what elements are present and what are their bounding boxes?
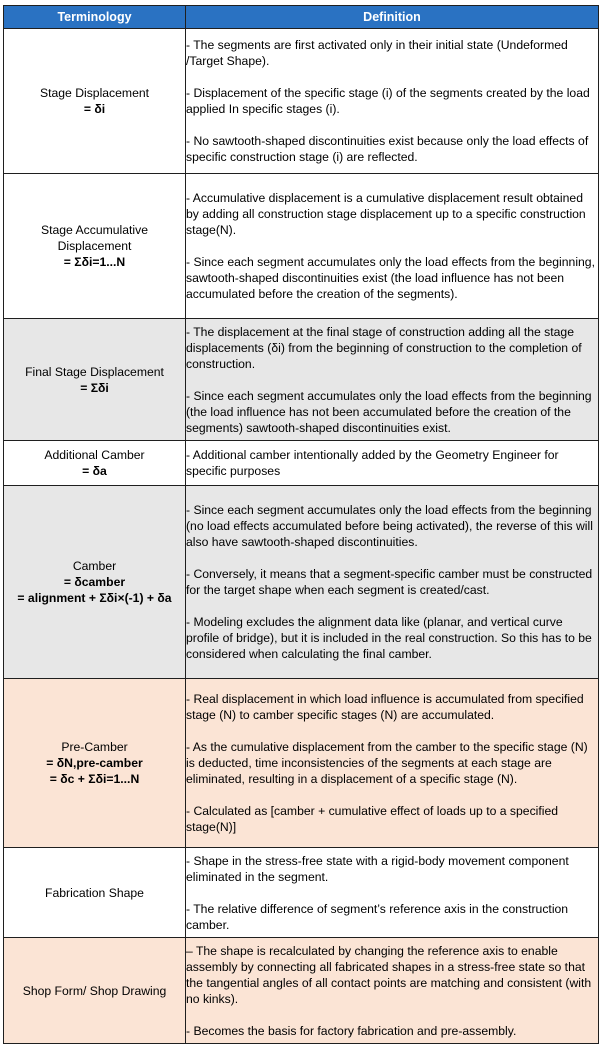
term-cell [4,174,186,319]
table-row-fabrication-shape [4,848,599,938]
definition-text: - Since each segment accumulates only the load effects from the beginning, sawtooth-shaped discontinuities exist (the load influence has not been accumulated before the creation of the segments). [186,255,595,301]
term-cell [4,29,186,174]
definition-cell [186,679,599,848]
table-row-stage-accumulative-displacement [4,174,599,319]
definition-text: - Since each segment accumulates only the load effects from the beginning (the load influence has not been accumulated before the creation of the segments) sawtooth-shaped discontinuities exist. [186,388,592,435]
definition-text: - Since each segment accumulates only the load effects from the beginning (no load effects accumulated before being activated), the reverse of this will also have sawtooth-shaped discontinuities. [186,503,593,549]
table-row-shop-form [4,938,599,1044]
table-row-additional-camber [4,441,599,486]
definition-text: - As the cumulative displacement from the camber to the specific stage (N) is deducted, time inconsistencies of the segments at each stage are eliminated, resulting in a displacement of a specific stage (N). [186,740,588,786]
term-formula: = δN,pre-camber [46,756,143,770]
term-formula: = Σδi [80,380,109,395]
header-terminology: Terminology [4,6,186,29]
term-formula: = δa [82,464,107,478]
term-label: Additional Camber [44,448,145,462]
term-cell [4,679,186,848]
definition-text: - No sawtooth-shaped discontinuities exist because only the load effects of specific construction stage (i) are reflected. [186,134,589,164]
definition-text: - Shape in the stress-free state with a rigid-body movement component eliminated in the segment. [186,853,569,884]
definition-text: - Accumulative displacement is a cumulative displacement result obtained by adding all construction stage displacement up to a specific construction stage(N). [186,191,586,237]
term-label: Pre-Camber [61,740,128,754]
definition-text: - The displacement at the final stage of construction adding all the stage displacements (δi) from the beginning of construction to the completion of construction. [186,324,582,371]
definition-cell [186,319,599,441]
definition-text: - Additional camber intentionally added by the Geometry Engineer for specific purposes [186,448,559,478]
term-cell [4,319,186,441]
definition-cell [186,29,599,174]
header-row [4,6,599,29]
table-row-final-stage-displacement [4,319,599,441]
definition-text: – The shape is recalculated by changing the reference axis to enable assembly by connecting all fabricated shapes in a stress-free state so that the tangential angles of all contact points are matching and consistent (with no kinks). [186,943,592,1006]
term-label: Final Stage Displacement [25,364,164,379]
header-definition: Definition [186,6,599,29]
definition-text: - Calculated as [camber + cumulative effect of loads up to a specified stage(N)] [186,804,559,834]
term-label: Shop Form/ Shop Drawing [22,983,167,998]
definition-text: - Displacement of the specific stage (i) of the segments created by the load applied In specific stages (i). [186,86,590,116]
term-formula: = δi [83,102,106,116]
table-row-stage-displacement [4,29,599,174]
definition-text: - Conversely, it means that a segment-specific camber must be constructed for the target shape when each segment is created/cast. [186,567,593,597]
table-row-pre-camber [4,679,599,848]
table-row-camber [4,486,599,679]
definition-cell [186,938,599,1044]
term-cell [4,486,186,679]
term-formula: = δcamber [63,575,126,589]
term-label: Stage Displacement [39,86,150,100]
term-cell [4,848,186,938]
definition-text: - The segments are first activated only in their initial state (Undeformed /Target Shape). [186,38,568,68]
term-formula-expanded: = alignment + Σδi×(-1) + δa [17,591,172,605]
term-formula-expanded: = δc + Σδi=1...N [49,772,140,786]
term-label: Stage Accumulative Displacement [40,223,149,253]
term-label: Fabrication Shape [45,885,144,900]
definition-cell [186,441,599,486]
term-label: Camber [72,559,117,573]
definition-text: - The relative difference of segment’s reference axis in the construction camber. [186,901,569,932]
term-cell [4,938,186,1044]
term-cell [4,441,186,486]
term-formula: = Σδi=1...N [63,255,126,269]
definition-text: - Modeling excludes the alignment data like (planar, and vertical curve profile of bridge), but it is included in the real construction. So this has to be considered when calculating the final camber. [186,615,592,661]
definition-cell [186,486,599,679]
definition-text: - Becomes the basis for factory fabrication and pre-assembly. [186,1023,517,1038]
definition-cell [186,174,599,319]
terminology-table [3,5,599,1044]
definition-text: - Real displacement in which load influence is accumulated from specified stage (N) to camber specific stages (N) are accumulated. [186,692,584,722]
definition-cell [186,848,599,938]
